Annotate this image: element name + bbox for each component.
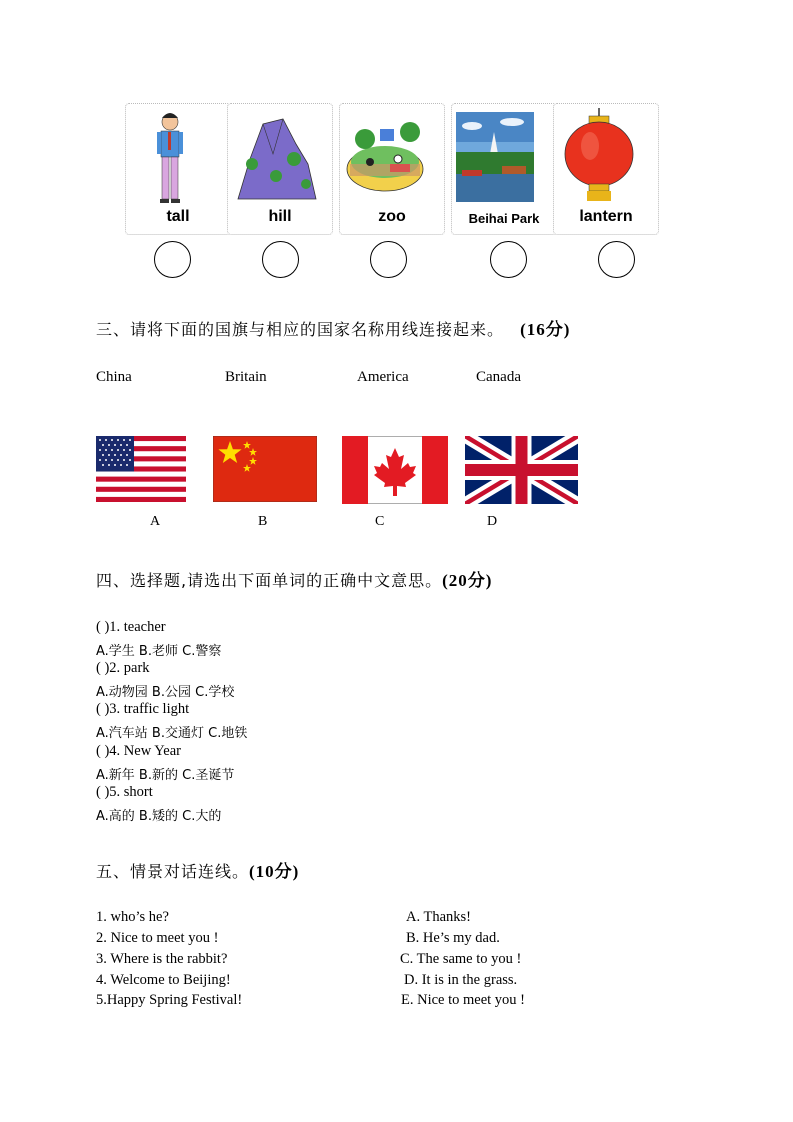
dialogue-left: 2. Nice to meet you ! [96,930,219,946]
flag-letter: C [375,514,385,529]
section-3-heading [96,315,570,340]
dialogue-left: 3. Where is the rabbit? [96,951,228,967]
picture-card-lantern [553,103,659,235]
country-name: America [357,369,409,385]
section-3-score: (16分) [520,320,571,339]
section-4-score: (20分) [442,571,493,590]
picture-card-zoo [339,103,445,235]
picture-card-beihai-park [451,103,557,235]
usa-flag [96,436,186,502]
uk-flag [465,436,578,504]
question-options: A.新年 B.新的 C.圣诞节 [96,768,235,783]
picture-label: zoo [378,208,406,225]
dialogue-left: 4. Welcome to Beijing! [96,972,231,988]
picture-label: tall [166,208,190,225]
picture-label: lantern [579,208,633,225]
picture-card-tall [125,103,231,235]
dialogue-right: C. The same to you ! [400,951,522,967]
country-name: China [96,369,132,385]
section-3-title: 三、请将下面的国旗与相应的国家名称用线连接起来。 [96,320,505,339]
dialogue-right: E. Nice to meet you ! [401,992,526,1008]
boy-icon [126,104,230,214]
answer-circle[interactable] [370,241,407,278]
section-5-heading [96,857,299,882]
flag-letter: D [487,514,498,529]
country-name: Britain [225,369,267,385]
section-4-heading [96,566,492,591]
answer-circle[interactable] [598,241,635,278]
dialogue-right: D. It is in the grass. [404,972,518,988]
country-name: Canada [476,369,521,385]
dialogue-left: 1. who’s he? [96,909,169,925]
lantern-icon [554,104,658,214]
section-4-title: 四、选择题,请选出下面单词的正确中文意思。 [96,571,443,590]
zoo-icon [340,104,444,214]
dialogue-left: 5.Happy Spring Festival! [96,992,243,1008]
answer-circle[interactable] [154,241,191,278]
flag-letter: B [258,514,268,529]
section-5-title: 五、情景对话连线。 [96,862,250,881]
picture-label: Beihai Park [468,211,540,226]
question-stem: ( )5. short [96,784,153,800]
question-stem: ( )1. teacher [96,619,166,635]
question-stem: ( )4. New Year [96,743,181,759]
section-5-score: (10分) [249,862,300,881]
answer-circle[interactable] [262,241,299,278]
picture-label: hill [268,208,292,225]
question-stem: ( )2. park [96,660,150,676]
flag-letter: A [150,514,161,529]
picture-card-hill [227,103,333,235]
beihai-park-photo [452,104,556,214]
question-options: A.动物园 B.公园 C.学校 [96,685,235,700]
question-stem: ( )3. traffic light [96,701,190,717]
question-options: A.汽车站 B.交通灯 C.地铁 [96,726,248,741]
question-options: A.学生 B.老师 C.警察 [96,644,222,659]
hill-icon [228,104,332,214]
dialogue-right: B. He’s my dad. [406,930,500,946]
china-flag [213,436,317,502]
dialogue-right: A. Thanks! [406,909,471,925]
question-options: A.高的 B.矮的 C.大的 [96,809,222,824]
canada-flag [342,436,448,504]
answer-circle[interactable] [490,241,527,278]
